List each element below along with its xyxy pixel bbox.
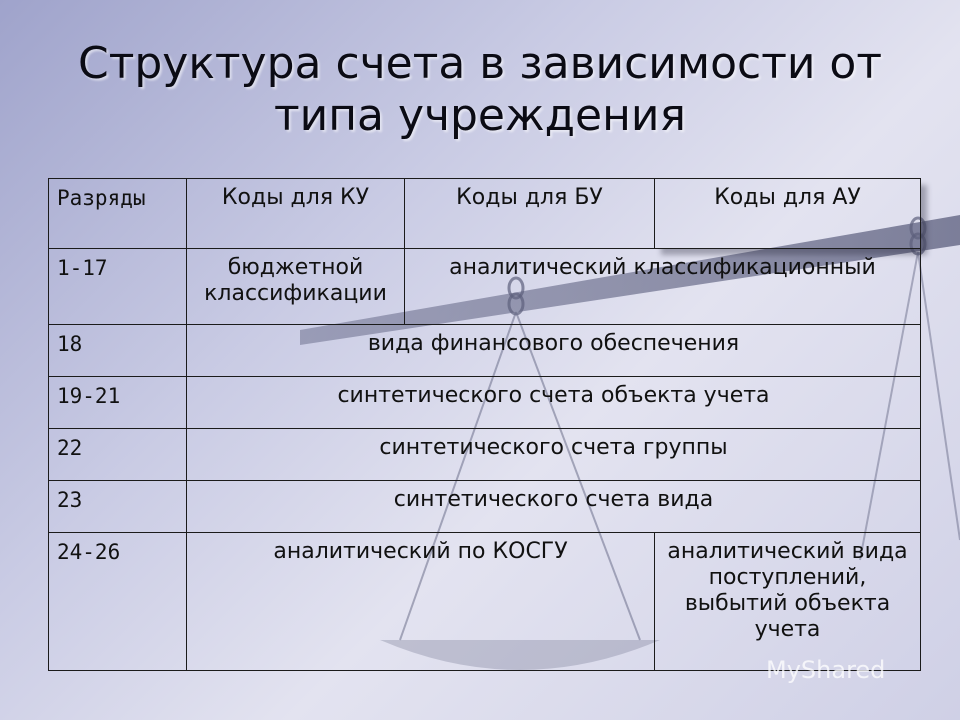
value-cell: вида финансового обеспечения <box>187 325 921 377</box>
header-cell-digits: Разряды <box>49 179 187 249</box>
table-row <box>49 249 921 325</box>
table-row <box>49 377 921 429</box>
value-cell: синтетического счета вида <box>187 481 921 533</box>
title-line-2: типа учреждения <box>274 90 686 141</box>
value-cell: синтетического счета группы <box>187 429 921 481</box>
table-header-row <box>49 179 921 249</box>
header-cell-au: Коды для АУ <box>655 179 921 249</box>
header-cell-bu: Коды для БУ <box>405 179 655 249</box>
au-cell: аналитический вида поступлений, выбытий объекта учета <box>655 533 921 671</box>
digits-cell: 24-26 <box>49 533 187 671</box>
digits-cell: 19-21 <box>49 377 187 429</box>
page-title <box>0 38 960 142</box>
bu-au-cell: аналитический классификационный <box>405 249 921 325</box>
watermark-logo <box>766 656 885 684</box>
ku-bu-cell: аналитический по КОСГУ <box>187 533 655 671</box>
digits-cell: 23 <box>49 481 187 533</box>
ku-cell: бюджетной классификации <box>187 249 405 325</box>
table-row <box>49 533 921 671</box>
watermark-text: MyShared <box>766 656 886 684</box>
digits-cell: 1-17 <box>49 249 187 325</box>
digits-cell: 18 <box>49 325 187 377</box>
table-row <box>49 429 921 481</box>
digits-cell: 22 <box>49 429 187 481</box>
table-row <box>49 481 921 533</box>
value-cell: синтетического счета объекта учета <box>187 377 921 429</box>
account-structure-table <box>48 178 921 671</box>
title-line-1: Структура счета в зависимости от <box>78 38 882 89</box>
header-cell-ku: Коды для КУ <box>187 179 405 249</box>
table-row <box>49 325 921 377</box>
